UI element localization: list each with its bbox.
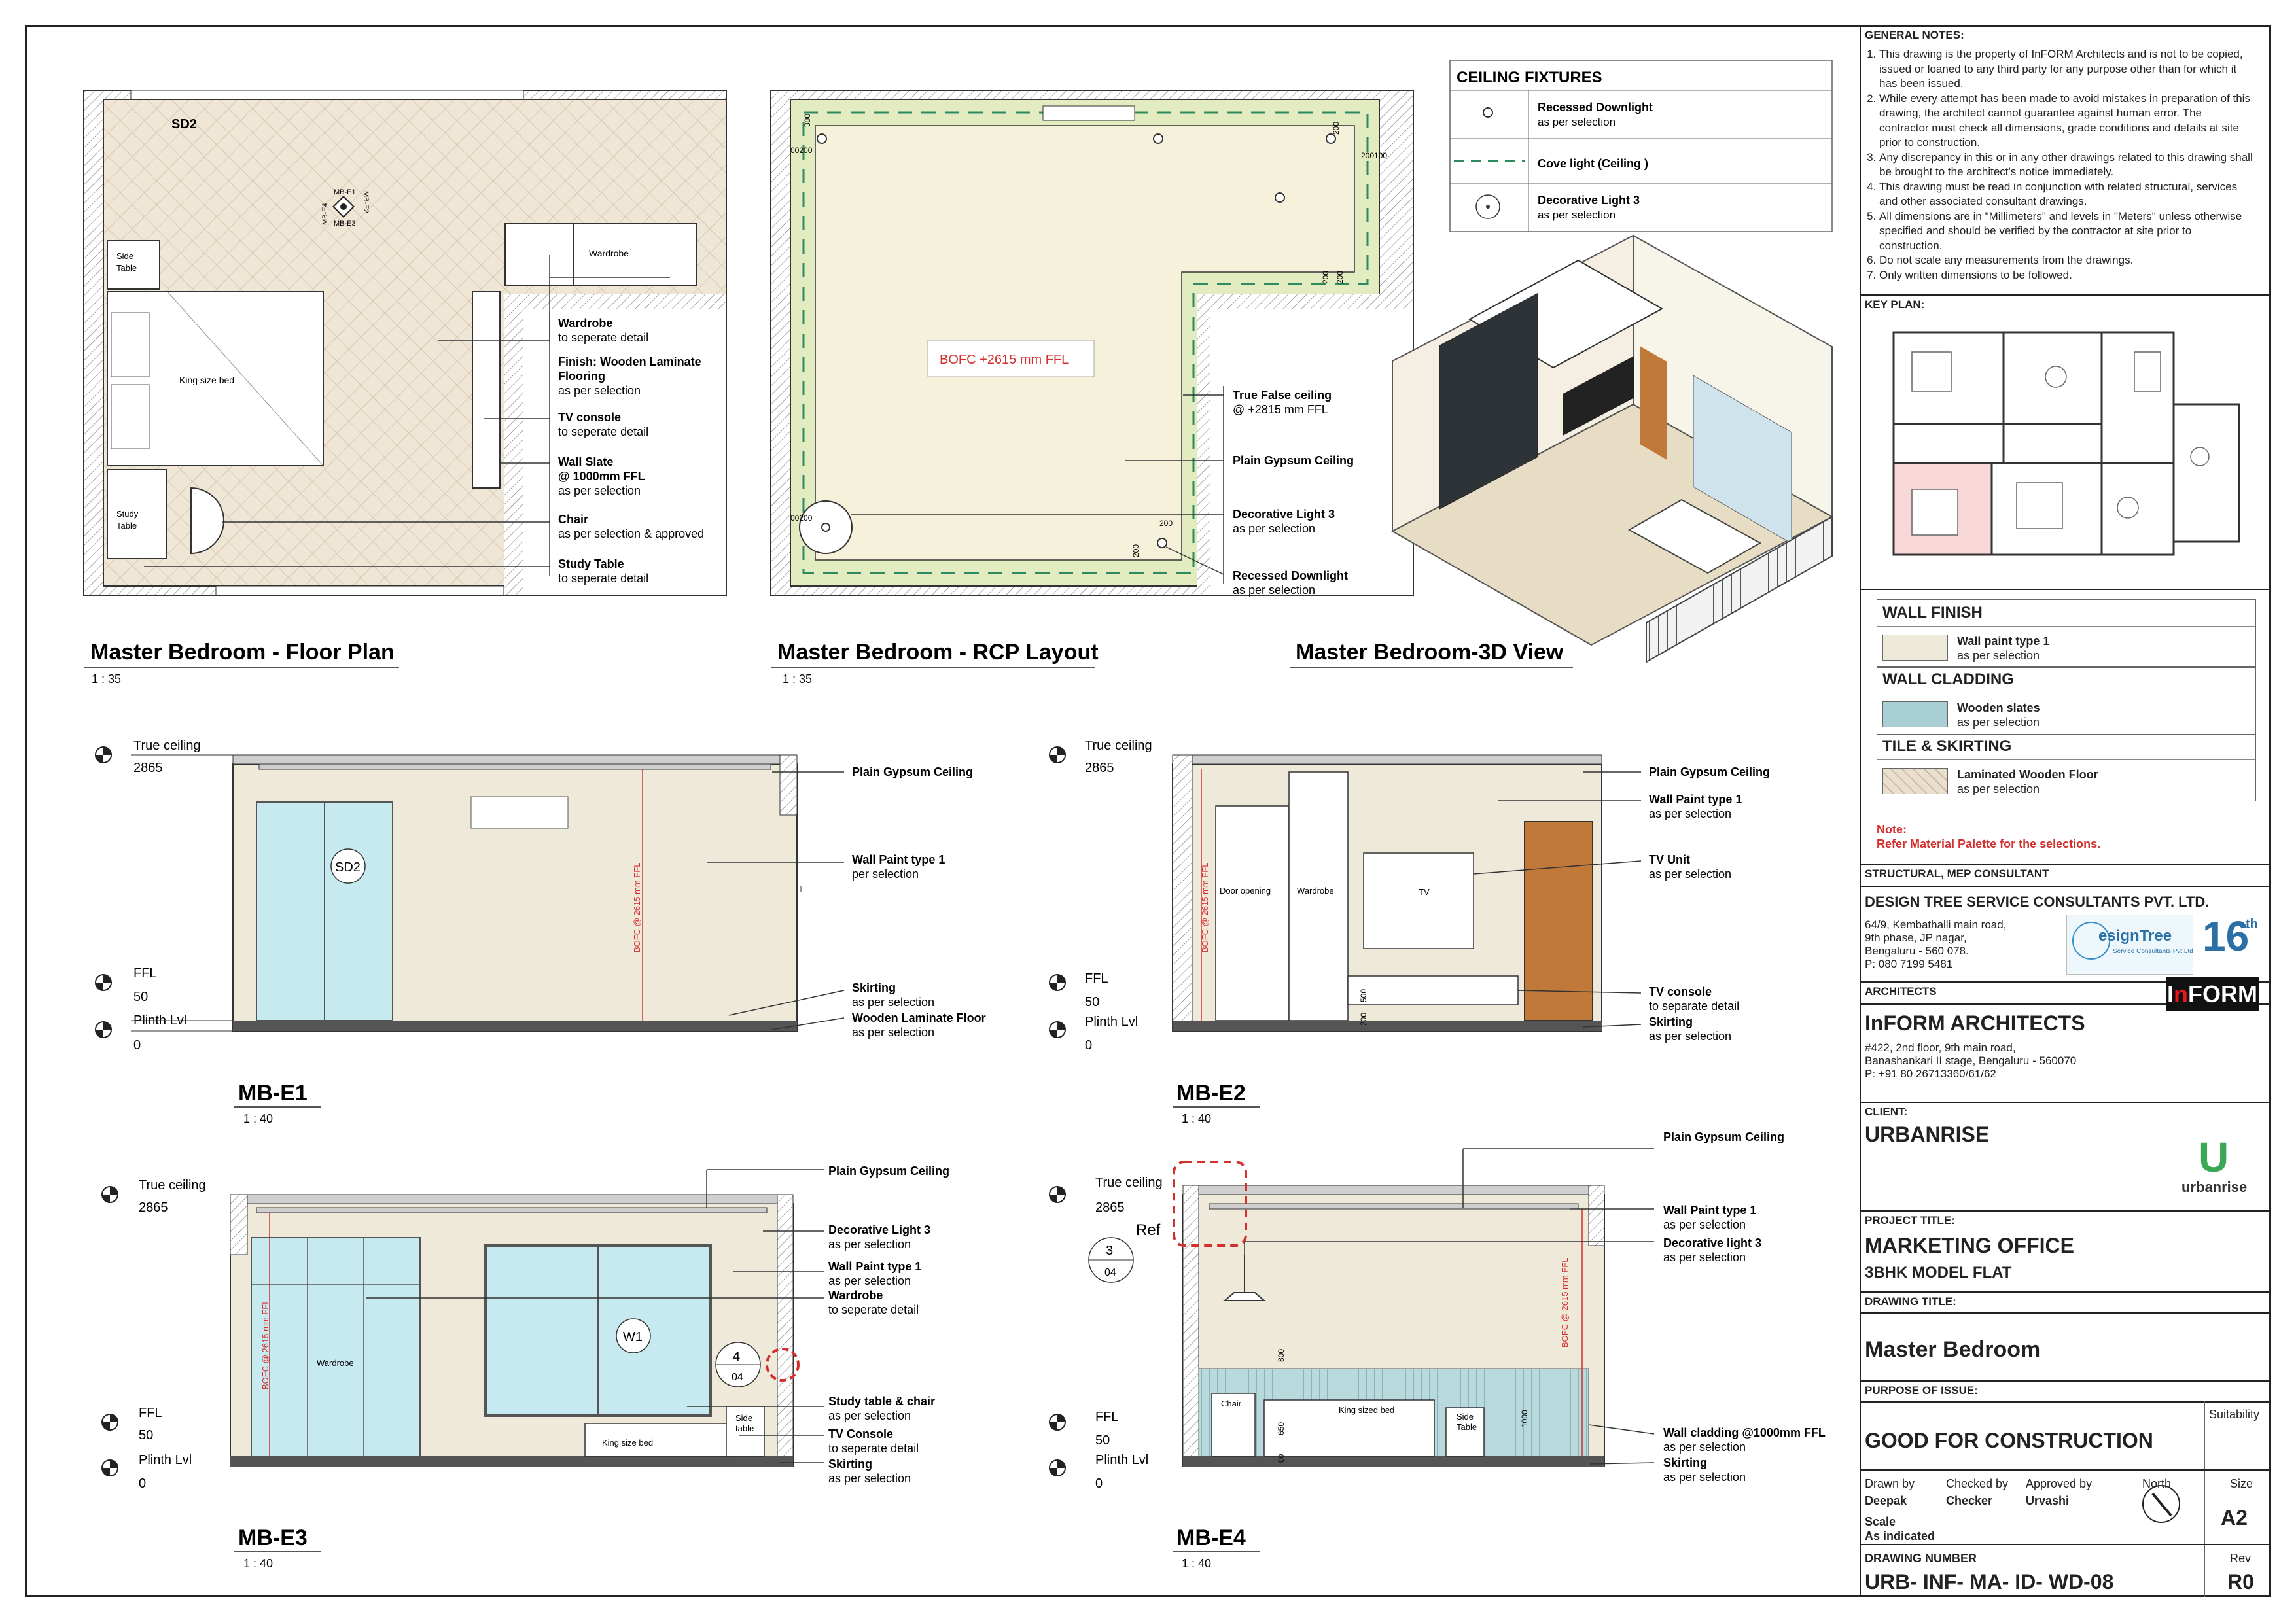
- rev-value: R0: [2227, 1570, 2254, 1594]
- drawn-by: Deepak: [1865, 1494, 1907, 1507]
- signatures: [1860, 1469, 2270, 1544]
- e1-note-3: Skirting: [852, 981, 896, 994]
- note-label: Note:: [1877, 823, 1907, 836]
- e3-title: MB-E3: [238, 1526, 308, 1550]
- floor-plan: [84, 90, 726, 686]
- material-sub: as per selection: [1957, 782, 2040, 795]
- rev-label: Rev: [2230, 1552, 2252, 1565]
- e1-plinth-label: Plinth Lvl: [133, 1013, 187, 1028]
- e4-wall-left: [1183, 1185, 1199, 1467]
- purpose-value: GOOD FOR CONSTRUCTION: [1865, 1429, 2153, 1452]
- project-subtitle: 3BHK MODEL FLAT: [1865, 1264, 2012, 1282]
- e2-scale: 1 : 40: [1182, 1112, 1212, 1125]
- fp-note-5-title: Chair: [558, 513, 589, 526]
- fp-side-label-2: Table: [116, 263, 137, 273]
- e4-note-5-sub: as per selection: [1663, 1471, 1746, 1484]
- iso-door: [1640, 346, 1667, 460]
- fp-marker-left: MB-E4: [321, 203, 329, 225]
- e2-door-opening: [1216, 806, 1289, 1021]
- rcp-dim-7: 200: [1321, 270, 1330, 284]
- rcp-scale: 1 : 35: [783, 672, 813, 686]
- e4-note-2: Wall Paint type 1: [1663, 1204, 1757, 1217]
- e2-floor: [1173, 1021, 1602, 1031]
- e3-note-5: Study table & chair: [828, 1395, 936, 1408]
- project: [1860, 1210, 2270, 1291]
- e2-note-3-sub: as per selection: [1649, 867, 1732, 881]
- window-top-plan: [131, 90, 523, 99]
- rcp-dim-4: 200: [1159, 519, 1173, 528]
- e4-floor: [1183, 1456, 1604, 1467]
- e2-wardrobe-label: Wardrobe: [1297, 886, 1334, 896]
- drawing-title: Master Bedroom: [1865, 1337, 2041, 1362]
- cf-item-1: Recessed Downlight: [1538, 101, 1653, 114]
- e4-bofc: BOFC @ 2615 mm FFL: [1560, 1257, 1570, 1348]
- urbanrise-logo: [2175, 1133, 2257, 1198]
- consultant-address: [1865, 918, 2006, 971]
- client: [1860, 1102, 2270, 1210]
- e4-side-label-2: Table: [1457, 1422, 1477, 1432]
- designtree-logo-sub: Service Consultants Pvt Ltd: [2113, 948, 2193, 955]
- e3-plinth-label: Plinth Lvl: [139, 1453, 192, 1467]
- cf-item-3-sub: as per selection: [1538, 209, 1616, 221]
- inform-logo-n: n: [2174, 981, 2189, 1007]
- e3-ffl-val: 50: [139, 1428, 154, 1442]
- e4-note-3-sub: as per selection: [1663, 1251, 1746, 1264]
- urbanrise-logo-text: urbanrise: [2181, 1179, 2248, 1195]
- consultant: [1860, 864, 2270, 981]
- checked-by: Checker: [1946, 1494, 1993, 1507]
- e2-wall-left: [1173, 755, 1192, 1031]
- rcp-note-4-title: Recessed Downlight: [1233, 569, 1349, 582]
- fp-note-6-sub: to seperate detail: [558, 572, 649, 585]
- e2-tv-unit: [1364, 853, 1474, 949]
- address-line: 9th phase, JP nagar,: [1865, 932, 1967, 944]
- fp-note-3-sub: to seperate detail: [558, 425, 649, 438]
- e1-scale: 1 : 40: [243, 1112, 274, 1125]
- e2-note-4-sub: to separate detail: [1649, 1000, 1740, 1013]
- cf-item-2: Cove light (Ceiling ): [1538, 157, 1648, 170]
- size-value: A2: [2221, 1506, 2248, 1529]
- e2-plinth-label: Plinth Lvl: [1085, 1015, 1139, 1029]
- e3-note-6-sub: to seperate detail: [828, 1442, 919, 1455]
- address-line: Banashankari II stage, Bengaluru - 560070: [1865, 1055, 2077, 1067]
- e1-wall-right: [780, 755, 797, 815]
- key-plan: [1860, 294, 2270, 589]
- e1-note-4-sub: as per selection: [852, 1026, 935, 1039]
- e3-wardrobe-label: Wardrobe: [317, 1358, 354, 1368]
- e1-title: MB-E1: [238, 1081, 308, 1106]
- fp-note-6-title: Study Table: [558, 557, 624, 570]
- rcp-title: Master Bedroom - RCP Layout: [777, 640, 1099, 665]
- elevation-mb-e1: [96, 739, 986, 1125]
- e3-ffl-label: FFL: [139, 1406, 162, 1420]
- general-note: 4. This drawing must be read in conjunction with related structural, services and other associated consultant drawings.: [1879, 180, 2270, 209]
- key-plan-drawing: [1886, 326, 2244, 564]
- material-name: Wooden slates: [1957, 701, 2040, 714]
- e3-note-7-sub: as per selection: [828, 1472, 911, 1485]
- e2-tv-console: [1348, 976, 1518, 1005]
- fp-note-4-title2: @ 1000mm FFL: [558, 470, 645, 483]
- material-name: Laminated Wooden Floor: [1957, 768, 2098, 781]
- material-wall-finish: [1877, 599, 2256, 668]
- key-plan-title: KEY PLAN:: [1865, 298, 1925, 311]
- fp-marker-bottom: MB-E3: [334, 220, 356, 228]
- e2-note-4: TV console: [1649, 985, 1712, 998]
- e1-tc-label: True ceiling: [133, 739, 201, 753]
- e2-notes: [1649, 765, 1770, 1043]
- e4-scale: 1 : 40: [1182, 1557, 1212, 1570]
- rcp-dim-2: 200100: [1361, 151, 1388, 160]
- e3-ceiling-slab: [230, 1195, 793, 1204]
- e4-note-2-sub: as per selection: [1663, 1218, 1746, 1231]
- e1-level-markers: [96, 739, 233, 1053]
- scale-value: As indicated: [1865, 1529, 1935, 1543]
- project-title: MARKETING OFFICE: [1865, 1234, 2074, 1257]
- e3-note-4-sub: to seperate detail: [828, 1303, 919, 1316]
- fp-study-label-1: Study: [116, 509, 139, 519]
- rcp-note-3-sub: as per selection: [1233, 522, 1316, 535]
- e3-ref-sheet: 04: [732, 1372, 743, 1383]
- general-notes: [1860, 26, 2270, 294]
- fp-note-3-title: TV console: [558, 411, 622, 424]
- purpose: [1860, 1380, 2270, 1469]
- e3-false-ceiling: [256, 1208, 767, 1213]
- fp-room-tag: SD2: [171, 117, 197, 131]
- architects-address: [1865, 1041, 2076, 1081]
- e1-tc-val: 2865: [133, 761, 163, 775]
- project-title-label: PROJECT TITLE:: [1865, 1214, 1955, 1227]
- e1-note-3-sub: as per selection: [852, 996, 935, 1009]
- rcp-dim-6: 200: [1332, 121, 1341, 135]
- e2-dim-500: 500: [1359, 988, 1368, 1002]
- material-tile-skirting: [1877, 733, 2256, 801]
- consultant-title: STRUCTURAL, MEP CONSULTANT: [1865, 867, 2049, 880]
- e3-note-7: Skirting: [828, 1457, 873, 1471]
- address-line: 64/9, Kembathalli main road,: [1865, 918, 2007, 931]
- e4-plinth-val: 0: [1095, 1476, 1103, 1491]
- e4-false-ceiling: [1209, 1204, 1578, 1209]
- e3-scale: 1 : 40: [243, 1557, 274, 1570]
- tv-console-plan: [472, 292, 500, 488]
- e4-note-4: Wall cladding @1000mm FFL: [1663, 1426, 1826, 1439]
- client-title: CLIENT:: [1865, 1106, 1908, 1118]
- e4-wall-right: [1589, 1185, 1604, 1246]
- e2-note-5-sub: as per selection: [1649, 1030, 1732, 1043]
- drawing-number-label: DRAWING NUMBER: [1865, 1552, 1977, 1565]
- address-line: #422, 2nd floor, 9th main road,: [1865, 1041, 2016, 1054]
- fp-note-2-title2: Flooring: [558, 370, 605, 383]
- e4-bed-label: King sized bed: [1339, 1405, 1395, 1415]
- rcp-dim-1: 00200: [790, 146, 813, 155]
- urbanrise-logo-mark: U: [2199, 1134, 2229, 1181]
- general-note: 6. Do not scale any measurements from the drawings.: [1879, 253, 2270, 268]
- e4-dim-00: 00: [1277, 1454, 1286, 1463]
- e2-note-2: Wall Paint type 1: [1649, 793, 1742, 806]
- e4-note-1: Plain Gypsum Ceiling: [1663, 1130, 1785, 1143]
- e1-bofc: BOFC @ 2615 mm FFL: [632, 862, 642, 952]
- rcp-note-1-sub: @ +2815 mm FFL: [1233, 403, 1328, 416]
- e3-note-6: TV Console: [828, 1427, 894, 1440]
- title-block: [1860, 26, 2270, 1596]
- e2-note-1: Plain Gypsum Ceiling: [1649, 765, 1771, 778]
- fp-marker-right: MB-E2: [362, 191, 370, 213]
- material-sub: as per selection: [1957, 716, 2040, 729]
- e4-dim-1000: 1000: [1520, 1410, 1529, 1427]
- drawing-title-section: [1860, 1291, 2270, 1380]
- bed-pillow-2: [111, 385, 149, 449]
- elevation-mb-e3: [102, 1164, 949, 1570]
- drawing-title-label: DRAWING TITLE:: [1865, 1295, 1956, 1308]
- inform-logo-i: I: [2167, 981, 2174, 1007]
- fp-note-1-sub: to seperate detail: [558, 331, 649, 344]
- inform-logo: [2166, 977, 2259, 1011]
- fp-side-label-1: Side: [116, 251, 134, 261]
- material-wall-cladding: [1877, 666, 2256, 735]
- e4-ffl-val: 50: [1095, 1433, 1110, 1448]
- rcp-dim-3: 00200: [790, 514, 813, 523]
- e4-notes: [1663, 1130, 1826, 1484]
- material-swatch: [1882, 635, 1948, 661]
- cf-item-1-sub: as per selection: [1538, 116, 1616, 128]
- e3-side-label-2: table: [735, 1423, 754, 1433]
- fp-scale: 1 : 35: [92, 672, 122, 686]
- e2-bofc: BOFC @ 2615 mm FFL: [1200, 862, 1210, 952]
- e1-note-4: Wooden Laminate Floor: [852, 1011, 986, 1024]
- e3-tc-label: True ceiling: [139, 1178, 206, 1193]
- e2-wardrobe: [1289, 772, 1348, 1021]
- north-arrow-icon: [2142, 1485, 2180, 1523]
- e2-ceiling-slab: [1173, 755, 1602, 764]
- e3-note-4: Wardrobe: [828, 1289, 883, 1302]
- e3-note-3: Wall Paint type 1: [828, 1260, 922, 1273]
- e4-tc-label: True ceiling: [1095, 1176, 1163, 1190]
- floor-plan-wall-clear: [523, 309, 726, 595]
- e2-ffl-val: 50: [1085, 995, 1100, 1009]
- client-name: URBANRISE: [1865, 1123, 1990, 1146]
- e4-dim-650: 650: [1277, 1422, 1286, 1435]
- material-header: WALL CLADDING: [1877, 667, 2255, 693]
- e1-note-2: Wall Paint type 1: [852, 853, 945, 866]
- general-note: 5. All dimensions are in "Millimeters" and levels in "Meters" unless otherwise specified and should be verified by the contractor at site prior to construction.: [1879, 209, 2270, 254]
- e1-ffl-val: 50: [133, 990, 149, 1004]
- e2-note-2-sub: as per selection: [1649, 807, 1732, 820]
- material-sub: as per selection: [1957, 649, 2040, 662]
- e3-wall-right: [777, 1195, 793, 1467]
- e2-title: MB-E2: [1176, 1081, 1246, 1106]
- e1-note-2-sub: per selection: [852, 867, 919, 881]
- bed-pillow-1: [111, 313, 149, 377]
- fp-bed-label: King size bed: [179, 375, 235, 385]
- cf-downlight-icon: [1483, 108, 1492, 117]
- general-note: 2. While every attempt has been made to avoid mistakes in preparation of this drawing, the architect cannot guarantee against human error. The contractor must check all dimensions, grade conditions and details at site prior to construction.: [1879, 92, 2270, 150]
- e3-note-5-sub: as per selection: [828, 1409, 911, 1422]
- e4-ref-sheet: 04: [1104, 1267, 1116, 1278]
- e3-bed-label: King size bed: [602, 1438, 654, 1448]
- general-notes-title: GENERAL NOTES:: [1865, 29, 1964, 41]
- e1-note-1: Plain Gypsum Ceiling: [852, 765, 974, 778]
- drawing-number-section: [1860, 1544, 2270, 1596]
- cf-item-3: Decorative Light 3: [1538, 194, 1640, 207]
- e3-note-2: Decorative Light 3: [828, 1223, 931, 1236]
- general-notes-list: [1860, 47, 2270, 283]
- e2-note-3: TV Unit: [1649, 853, 1690, 866]
- designtree-logo-text: esignTree: [2098, 927, 2172, 945]
- fp-note-2-sub: as per selection: [558, 384, 641, 397]
- e2-tv-label: TV: [1419, 887, 1430, 897]
- e4-note-5: Skirting: [1663, 1456, 1708, 1469]
- general-note: 1. This drawing is the property of InFORM Architects and is not to be copied, issued or loaned to any third party for any purpose other than for which it has been issued.: [1879, 47, 2270, 92]
- suitability-label: Suitability: [2209, 1408, 2260, 1421]
- material-header: TILE & SKIRTING: [1877, 733, 2255, 760]
- e4-note-4-sub: as per selection: [1663, 1440, 1746, 1454]
- anniversary-logo: [2200, 912, 2263, 975]
- e4-ref-num: 3: [1106, 1244, 1114, 1258]
- e3-floor: [230, 1456, 793, 1467]
- e3-ref-num: 4: [733, 1350, 741, 1364]
- architects-title: ARCHITECTS: [1865, 985, 1937, 998]
- material-header: WALL FINISH: [1877, 600, 2255, 627]
- materials: [1860, 589, 2270, 864]
- e1-ffl-label: FFL: [133, 966, 157, 981]
- rcp-note-4-sub: as per selection: [1233, 584, 1316, 597]
- note-text: Refer Material Palette for the selections.: [1877, 837, 2101, 850]
- e2-level-markers: [1050, 739, 1152, 1053]
- e3-note-2-sub: as per selection: [828, 1238, 911, 1251]
- material-swatch: [1882, 701, 1948, 727]
- fp-note-4-title: Wall Slate: [558, 455, 614, 468]
- drawing-number: URB- INF- MA- ID- WD-08: [1865, 1570, 2114, 1594]
- address-line: P: 080 7199 5481: [1865, 958, 1953, 970]
- rcp-note-1-title: True False ceiling: [1233, 389, 1332, 402]
- general-note: 7. Only written dimensions to be followed.: [1879, 268, 2270, 283]
- e4-tc-val: 2865: [1095, 1200, 1125, 1215]
- rcp-ceiling-clear: [1210, 309, 1413, 595]
- consultant-name: DESIGN TREE SERVICE CONSULTANTS PVT. LTD.: [1865, 894, 2210, 910]
- e3-wardrobe: [251, 1238, 420, 1456]
- north-label: North: [2142, 1477, 2172, 1490]
- rcp-dim-8: 200: [1335, 270, 1345, 284]
- e1-notes: [852, 765, 986, 1039]
- e1-ceiling-slab: [233, 755, 797, 764]
- scale-label: Scale: [1865, 1515, 1896, 1528]
- address-line: P: +91 80 26713360/61/62: [1865, 1068, 1996, 1080]
- rcp-note-2-title: Plain Gypsum Ceiling: [1233, 454, 1354, 467]
- window-bottom-plan: [216, 586, 504, 595]
- rcp-decorative-light: [800, 501, 852, 553]
- drawn-by-label: Drawn by: [1865, 1477, 1915, 1490]
- address-line: Bengaluru - 560 078.: [1865, 945, 1969, 957]
- e4-side-label-1: Side: [1457, 1412, 1474, 1422]
- fp-note-5-sub: as per selection & approved: [558, 527, 705, 540]
- architects-name: InFORM ARCHITECTS: [1865, 1011, 2085, 1035]
- designtree-logo: [2066, 915, 2193, 975]
- approved-by-label: Approved by: [2026, 1477, 2093, 1490]
- e3-w1-tag: W1: [623, 1330, 643, 1344]
- e4-note-3: Decorative light 3: [1663, 1236, 1762, 1249]
- fp-title: Master Bedroom - Floor Plan: [90, 640, 395, 665]
- e1-tag: SD2: [335, 860, 361, 875]
- inform-logo-form: FORM: [2188, 981, 2257, 1007]
- e1-false-ceiling: [259, 764, 771, 769]
- fp-wardrobe-label: Wardrobe: [589, 248, 629, 258]
- e3-note-1: Plain Gypsum Ceiling: [828, 1164, 950, 1178]
- fp-note-2-title: Finish: Wooden Laminate: [558, 355, 701, 368]
- e3-bofc: BOFC @ 2615 mm FFL: [260, 1299, 270, 1389]
- e4-plinth-label: Plinth Lvl: [1095, 1453, 1149, 1467]
- e1-floor: [233, 1021, 797, 1031]
- e4-ref-label: Ref: [1136, 1221, 1161, 1239]
- e4-ffl-label: FFL: [1095, 1410, 1119, 1424]
- e3-level-markers: [102, 1178, 206, 1491]
- size-label: Size: [2230, 1477, 2253, 1490]
- e3-wall-left: [230, 1195, 247, 1255]
- e2-tc-label: True ceiling: [1085, 739, 1152, 753]
- anniversary-suffix: th: [2246, 917, 2258, 932]
- e4-title: MB-E4: [1176, 1526, 1246, 1550]
- e3-notes: [828, 1164, 949, 1485]
- e2-dim-200: 200: [1359, 1012, 1368, 1026]
- approved-by: Urvashi: [2026, 1494, 2070, 1507]
- e2-door-label: Door opening: [1220, 886, 1271, 896]
- rcp-dim-9: 200: [1131, 544, 1140, 557]
- fp-study-label-2: Table: [116, 521, 137, 531]
- elevation-mb-e2: [1050, 739, 1770, 1125]
- e3-tc-val: 2865: [139, 1200, 168, 1215]
- e3-side-label-1: Side: [735, 1413, 753, 1423]
- 3d-title: Master Bedroom-3D View: [1296, 640, 1564, 665]
- anniversary-number: 16: [2202, 913, 2250, 960]
- e1-plinth-val: 0: [133, 1038, 141, 1053]
- e2-note-5: Skirting: [1649, 1015, 1693, 1028]
- fp-marker-top: MB-E1: [334, 188, 356, 196]
- material-swatch: [1882, 768, 1948, 794]
- ceiling-fixtures-legend: [1450, 60, 1832, 232]
- e3-plinth-val: 0: [139, 1476, 147, 1491]
- fp-note-4-sub: as per selection: [558, 484, 641, 497]
- rcp-dim-5: 300: [803, 113, 812, 127]
- cf-title: CEILING FIXTURES: [1457, 69, 1602, 86]
- rcp-note-3-title: Decorative Light 3: [1233, 508, 1335, 521]
- e2-ffl-label: FFL: [1085, 971, 1108, 986]
- general-note: 3. Any discrepancy in this or in any other drawings related to this drawing shall be brought to the architect's notice immediately.: [1879, 150, 2270, 180]
- rcp-layout: [771, 90, 1413, 686]
- e3-note-3-sub: as per selection: [828, 1274, 911, 1287]
- purpose-label: PURPOSE OF ISSUE:: [1865, 1384, 1978, 1397]
- e2-tc-val: 2865: [1085, 761, 1114, 775]
- e4-chair-label: Chair: [1221, 1399, 1242, 1408]
- elevation-mb-e4: [1050, 1130, 1826, 1570]
- checked-by-label: Checked by: [1946, 1477, 2009, 1490]
- e1-ac-unit: [471, 797, 568, 828]
- fp-note-1-title: Wardrobe: [558, 317, 613, 330]
- e4-dim-800: 800: [1277, 1348, 1286, 1362]
- rcp-bofc-label: BOFC +2615 mm FFL: [940, 353, 1069, 367]
- e2-plinth-val: 0: [1085, 1038, 1093, 1053]
- material-name: Wall paint type 1: [1957, 635, 2050, 648]
